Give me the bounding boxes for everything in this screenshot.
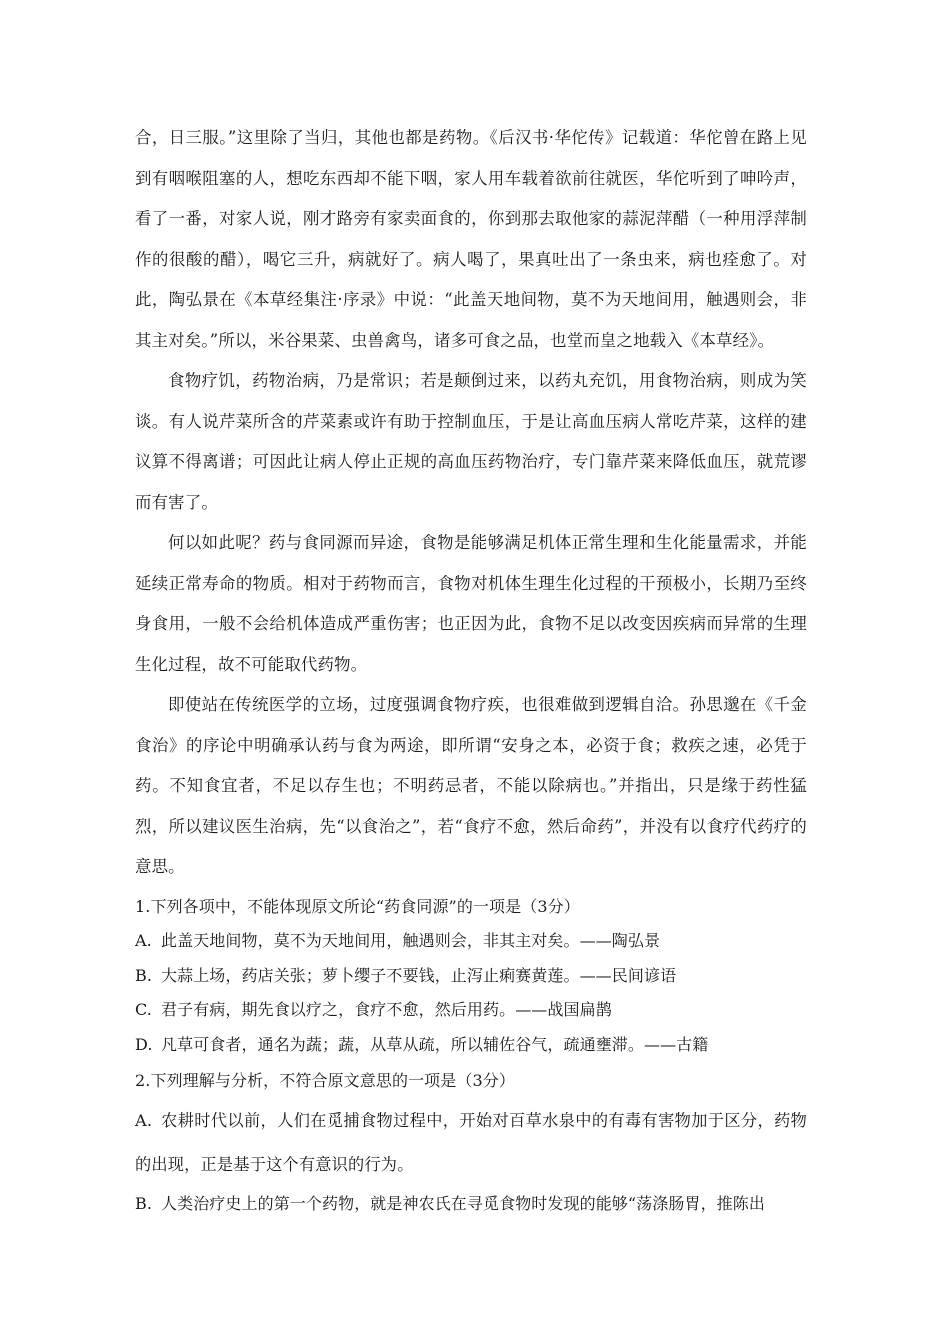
question-2 [135,1064,807,1221]
question-2-option-b [135,1187,807,1222]
option-letter: B. [135,1194,153,1214]
question-1-option-d [135,1028,807,1063]
option-text: 此盖天地间物，莫不为天地间用，触遇则会，非其主对矣。——陶弘景 [161,931,661,951]
question-1-option-a [135,924,807,959]
option-letter: A. [135,1111,153,1131]
question-1-stem: 1.下列各项中，不能体现原文所论“药食同源”的一项是（3分） [135,896,580,916]
question-2-option-a [135,1099,807,1187]
option-letter: A. [135,931,152,951]
passage-paragraph-2: 食物疗饥，药物治病，乃是常识；若是颠倒过来，以药丸充饥，用食物治病，则成为笑谈。有人说芹菜所含的芹菜素或许有助于控制血压，于是让高血压病人常吃芹菜，这样的建议算不得离谱；可因此让病人停止正规的高血压药物治疗，专门靠芹菜来降低血压，就荒谬而有害了。 [135,371,807,512]
option-letter: D. [135,1034,153,1054]
option-text: 大蒜上场，药店关张；萝卜缨子不要钱，止泻止痢赛黄莲。——民间谚语 [161,965,677,985]
document-page [135,118,807,1222]
passage-paragraph-1: 合，日三服。”这里除了当归，其他也都是药物。《后汉书·华佗传》记载道：华佗曾在路上见到有咽喉阻塞的人，想吃东西却不能下咽，家人用车载着欲前往就医，华佗听到了呻吟声，看了一番，对家人说，刚才路旁有家卖面食的，你到那去取他家的蒜泥萍醋（一种用浮萍制作的很酸的醋），喝它三升，病就好了。病人喝了，果真吐出了一条虫来，病也痊愈了。对此，陶弘景在《本草经集注·序录》中说：“此盖天地间物，莫不为天地间用，触遇则会，非其主对矣。”所以，米谷果菜、虫兽禽鸟，诸多可食之品，也堂而皇之地载入《本草经》。 [135,128,807,350]
question-2-stem: 2.下列理解与分析，不符合原文意思的一项是（3分） [135,1071,515,1091]
question-1-option-b [135,959,807,994]
option-letter: B. [135,965,153,985]
option-text: 农耕时代以前，人们在觅捕食物过程中，开始对百草水泉中的有毒有害物加于区分，药物的出现，正是基于这个有意识的行为。 [135,1111,807,1175]
option-text: 人类治疗史上的第一个药物，就是神农氏在寻觅食物时发现的能够“荡涤肠胃，推陈出 [161,1194,765,1214]
question-1 [135,890,807,1063]
option-text: 凡草可食者，通名为蔬；蔬，从草从疏，所以辅佐谷气，疏通壅滞。——古籍 [161,1034,709,1054]
question-1-option-c [135,993,807,1028]
passage-paragraph-4: 即使站在传统医学的立场，过度强调食物疗疾，也很难做到逻辑自洽。孙思邈在《千金食治》的序论中明确承认药与食为两途，即所谓“安身之本，必资于食；救疾之速，必凭于药。不知食宜者，不足以存生也；不明药忌者，不能以除病也。”并指出，只是缘于药性猛烈，所以建议医生治病，先“以食治之”，若“食疗不愈，然后命药”，并没有以食疗代药疗的意思。 [135,695,807,876]
option-letter: C. [135,1000,152,1020]
passage-paragraph-3: 何以如此呢？药与食同源而异途，食物是能够满足机体正常生理和生化能量需求，并能延续正常寿命的物质。相对于药物而言，食物对机体生理生化过程的干预极小，长期乃至终身食用，一般不会给机体造成严重伤害；也正因为此，食物不足以改变因疾病而异常的生理生化过程，故不可能取代药物。 [135,533,807,674]
option-text: 君子有病，期先食以疗之，食疗不愈，然后用药。——战国扁鹊 [161,1000,612,1020]
